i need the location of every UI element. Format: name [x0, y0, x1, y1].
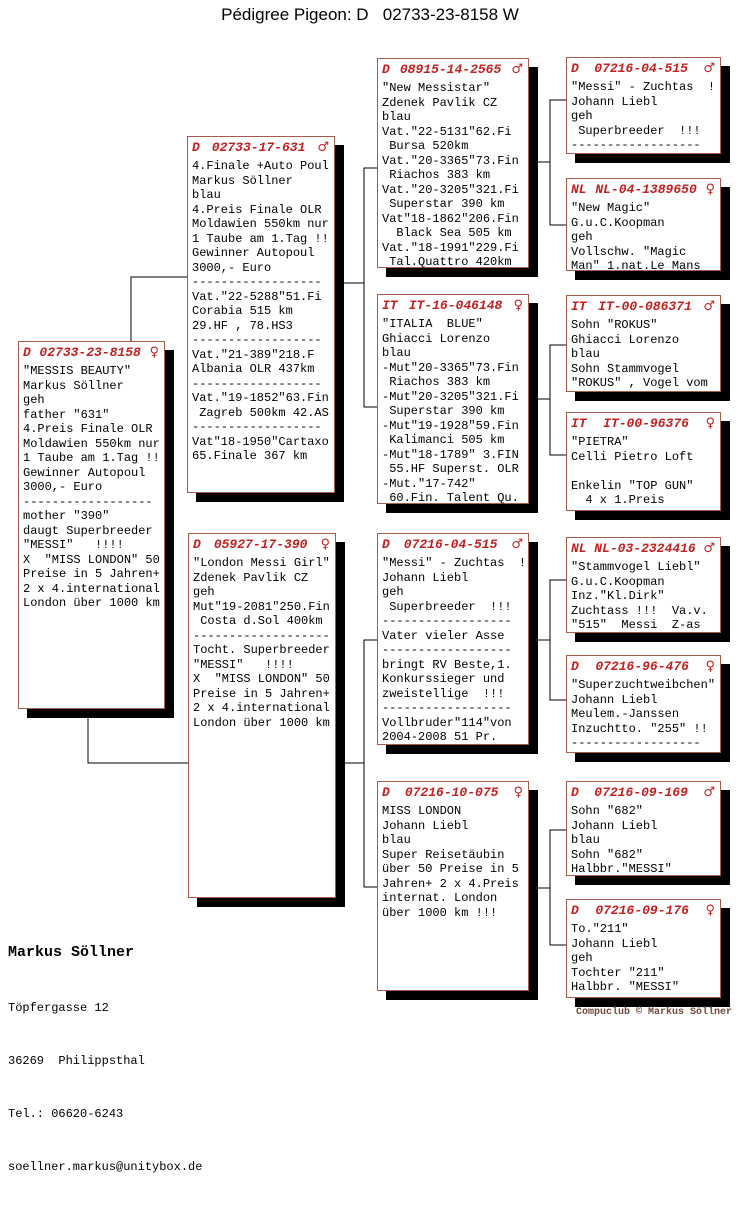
- text-line: Johann Liebl: [571, 692, 658, 707]
- text-line: Vat."18-1991"229.Fi: [382, 240, 519, 255]
- text-line: Superstar 390 km: [382, 197, 505, 211]
- text-line: 1 Taube am 1.Tag !!: [23, 451, 160, 465]
- text-line: ------------------: [192, 275, 322, 289]
- text-line: 3000,- Euro: [192, 260, 272, 275]
- country-code: D: [382, 785, 390, 800]
- text-line: G.u.C.Koopman: [571, 574, 665, 589]
- connector-line: [550, 345, 566, 455]
- text-line: ------------------: [192, 376, 322, 391]
- text-line: Vat."21-389"218.F: [192, 347, 315, 362]
- country-code: IT: [382, 298, 398, 313]
- text-line: blau: [192, 188, 221, 202]
- box-text: [567, 556, 720, 633]
- text-line: Bursa 520km: [382, 139, 469, 153]
- text-line: father "631": [23, 407, 110, 422]
- text-line: Zagreb 500km 42.AS: [192, 405, 329, 420]
- text-line: Meulem.-Janssen: [571, 707, 680, 721]
- text-line: -Mut"19-1928"59.Fin: [382, 418, 519, 433]
- owner-info: [8, 906, 202, 1212]
- owner-name: Markus Söllner: [8, 944, 135, 961]
- text-line: Johann Liebl: [571, 818, 658, 833]
- text-line: ------------------: [23, 494, 153, 509]
- ring-number: 02733-17-631: [211, 140, 306, 155]
- connector-line: [88, 709, 188, 763]
- text-line: blau: [382, 110, 411, 124]
- text-line: Halbbr. "MESSI": [571, 980, 680, 994]
- sex-icon: ♂: [703, 61, 715, 76]
- connector-line: [131, 277, 187, 341]
- box-paternal-grandfather: [377, 58, 529, 268]
- text-line: Vat."22-5288"51.Fi: [192, 289, 322, 304]
- text-line: ------------------: [382, 614, 512, 628]
- text-line: ------------------: [192, 333, 322, 347]
- text-line: 60.Fin. Talent Qu.: [382, 491, 519, 505]
- ring-number: NL-04-1389650: [595, 182, 697, 197]
- country-code: NL: [571, 541, 587, 556]
- text-line: London über 1000 km: [23, 596, 160, 610]
- ring-header: [188, 137, 334, 155]
- ring-number: 07216-10-075: [404, 785, 499, 800]
- country-code: D: [382, 62, 390, 77]
- text-line: "Messi" - Zuchtas !: [571, 80, 716, 94]
- text-line: Halbbr."MESSI": [571, 862, 672, 876]
- ring-header: [567, 900, 720, 918]
- box-great-grandparent-7: [566, 781, 721, 876]
- text-line: X "MISS LONDON" 50: [193, 672, 330, 686]
- box-text: [567, 674, 720, 751]
- ring-header: [378, 59, 528, 77]
- box-maternal-grandfather: [377, 533, 529, 745]
- ring-number: IT-00-086371: [598, 299, 692, 314]
- text-line: "MESSI" !!!!: [193, 657, 294, 672]
- text-line: geh: [193, 585, 215, 599]
- country-code: D: [382, 537, 390, 552]
- ring-header: [567, 413, 720, 431]
- text-line: 4 x 1.Preis: [571, 493, 665, 507]
- ring-number: 07216-09-176: [595, 903, 689, 918]
- owner-address-city: 36269 Philippsthal: [8, 1054, 145, 1068]
- text-line: Tal.Quattro 420km: [382, 255, 512, 269]
- sex-icon: ♀: [320, 537, 330, 552]
- box-text: [378, 313, 528, 506]
- box-text: [567, 76, 720, 153]
- text-line: Moldawien 550km nur: [23, 436, 160, 451]
- connector-line: [364, 640, 377, 887]
- text-line: Zdenek Pavlik CZ: [193, 570, 309, 585]
- text-line: "ITALIA BLUE": [382, 317, 483, 331]
- box-paternal-grandmother: [377, 294, 529, 504]
- text-line: Vat."22-5131"62.Fi: [382, 124, 512, 139]
- text-line: Man" 1.nat.Le Mans: [571, 259, 701, 273]
- sex-icon: ♂: [703, 785, 715, 800]
- text-line: 65.Finale 367 km: [192, 449, 308, 463]
- text-line: Zuchtass !!! Va.v.: [571, 603, 708, 618]
- text-line: Zdenek Pavlik CZ: [382, 95, 498, 110]
- text-line: Sohn "ROKUS": [571, 318, 658, 332]
- text-line: zweistellige !!!: [382, 686, 505, 701]
- text-line: Tocht. Superbreeder: [193, 643, 330, 657]
- text-line: geh: [23, 393, 45, 407]
- text-line: Riachos 383 km: [382, 375, 491, 389]
- box-text: [567, 918, 720, 995]
- owner-email: soellner.markus@unitybox.de: [8, 1160, 203, 1174]
- text-line: ------------------: [382, 643, 512, 657]
- text-line: 2 x 4.international: [193, 701, 330, 715]
- text-line: Superstar 390 km: [382, 404, 505, 418]
- ring-number: IT-16-046148: [408, 298, 503, 313]
- owner-phone: Tel.: 06620-6243: [8, 1107, 124, 1121]
- box-great-grandparent-2: [566, 178, 721, 271]
- text-line: Costa d.Sol 400km: [193, 614, 323, 628]
- sex-icon: ♀: [705, 416, 715, 431]
- sex-icon: ♀: [513, 785, 523, 800]
- text-line: Vollbruder"114"von: [382, 715, 512, 730]
- ring-header: [189, 534, 335, 552]
- box-mother: [188, 533, 336, 898]
- text-line: X "MISS LONDON" 50: [23, 552, 160, 567]
- text-line: Konkurssieger und: [382, 672, 505, 686]
- text-line: "MESSI" !!!!: [23, 538, 124, 552]
- ring-header: [567, 538, 720, 556]
- text-line: 4.Finale +Auto Poul: [192, 159, 329, 173]
- text-line: Markus Söllner: [23, 378, 124, 393]
- text-line: Inz."Kl.Dirk": [571, 589, 665, 603]
- text-line: -Mut"18-1789" 3.FIN: [382, 447, 519, 462]
- box-great-grandparent-8: [566, 899, 721, 998]
- country-code: D: [571, 903, 579, 918]
- box-great-grandparent-3: [566, 295, 721, 392]
- text-line: -Mut."17-742": [382, 476, 476, 491]
- text-line: 2004-2008 51 Pr.: [382, 730, 498, 744]
- sex-icon: ♂: [317, 140, 329, 155]
- text-line: geh: [571, 951, 593, 965]
- box-text: [567, 800, 720, 877]
- text-line: Johann Liebl: [382, 570, 469, 585]
- country-code: D: [193, 537, 201, 552]
- text-line: Preise in 5 Jahren+: [23, 567, 160, 581]
- text-line: blau: [382, 833, 411, 847]
- text-line: Gewinner Autopoul: [23, 465, 146, 480]
- text-line: blau: [571, 833, 600, 847]
- ring-number: 07216-04-515: [594, 61, 688, 76]
- ring-header: [378, 534, 528, 552]
- sex-icon: ♀: [705, 903, 715, 918]
- page-title: Pédigree Pigeon: D 02733-23-8158 W: [221, 5, 519, 24]
- box-text: [567, 197, 720, 274]
- text-line: "New Magic": [571, 201, 651, 215]
- sex-icon: ♀: [705, 659, 715, 674]
- text-line: Riachos 383 km: [382, 168, 491, 182]
- text-line: Superbreeder !!!: [571, 123, 701, 138]
- text-line: [571, 464, 718, 479]
- text-line: To."211": [571, 922, 629, 936]
- connector-line: [550, 580, 566, 700]
- box-great-grandparent-5: [566, 537, 721, 633]
- text-line: 4.Preis Finale OLR: [192, 202, 322, 217]
- software-credit: Compuclub © Markus Söllner: [575, 1007, 732, 1018]
- text-line: Mut"19-2081"250.Fin: [193, 599, 330, 614]
- text-line: "MESSIS BEAUTY": [23, 364, 132, 378]
- box-great-grandparent-6: [566, 655, 721, 753]
- text-line: geh: [382, 585, 404, 599]
- ring-number: 05927-17-390: [213, 537, 308, 552]
- box-great-grandparent-4: [566, 412, 721, 511]
- text-line: "Superzuchtweibchen": [571, 678, 716, 692]
- text-line: "Stammvogel Liebl": [571, 560, 701, 574]
- text-line: London über 1000 km: [193, 715, 330, 730]
- connector-line: [364, 168, 377, 407]
- text-line: ------------------: [382, 701, 512, 715]
- ring-number: 07216-09-169: [594, 785, 688, 800]
- sex-icon: ♂: [703, 541, 715, 556]
- country-code: IT: [571, 299, 587, 314]
- text-line: "New Messistar": [382, 81, 491, 95]
- sex-icon: ♀: [149, 345, 159, 360]
- country-code: D: [571, 659, 579, 674]
- text-line: blau: [382, 346, 411, 360]
- sex-icon: ♀: [705, 182, 715, 197]
- owner-address-street: Töpfergasse 12: [8, 1001, 109, 1015]
- text-line: 29.HF , 78.HS3: [192, 318, 293, 333]
- country-code: NL: [571, 182, 587, 197]
- ring-header: [567, 782, 720, 800]
- text-line: über 50 Preise in 5: [382, 862, 519, 876]
- text-line: Ghiacci Lorenzo: [382, 331, 491, 346]
- text-line: Vat."19-1852"63.Fin: [192, 391, 329, 405]
- connector-line: [550, 100, 566, 225]
- text-line: Vat."20-3365"73.Fin: [382, 153, 519, 168]
- text-line: MISS LONDON: [382, 804, 462, 818]
- text-line: internat. London: [382, 891, 498, 905]
- ring-number: NL-03-2324416: [594, 541, 696, 556]
- country-code: D: [23, 345, 31, 360]
- text-line: Moldawien 550km nur: [192, 217, 329, 231]
- text-line: Black Sea 505 km: [382, 226, 512, 240]
- text-line: daugt Superbreeder: [23, 523, 153, 538]
- text-line: Inzuchtto. "255" !!: [571, 721, 708, 736]
- text-line: Albania OLR 437km: [192, 362, 315, 376]
- text-line: -Mut"20-3205"321.Fi: [382, 389, 519, 404]
- sex-icon: ♂: [703, 299, 715, 314]
- ring-header: [567, 656, 720, 674]
- text-line: 55.HF Superst. OLR: [382, 462, 519, 476]
- country-code: D: [571, 785, 579, 800]
- country-code: D: [192, 140, 200, 155]
- text-line: Vat"18-1862"206.Fin: [382, 211, 519, 226]
- text-line: mother "390": [23, 509, 110, 523]
- text-line: Corabia 515 km: [192, 304, 293, 318]
- text-line: geh: [571, 230, 593, 244]
- box-text: [188, 155, 334, 464]
- text-line: "ROKUS" , Vogel vom: [571, 376, 708, 390]
- sex-icon: ♂: [511, 537, 523, 552]
- sex-icon: ♀: [513, 298, 523, 313]
- text-line: Enkelin "TOP GUN": [571, 478, 694, 493]
- box-great-grandparent-1: [566, 57, 721, 154]
- text-line: blau: [571, 347, 600, 361]
- ring-number: 02733-23-8158: [39, 345, 141, 360]
- ring-number: 08915-14-2565: [399, 62, 502, 77]
- text-line: "PIETRA": [571, 435, 629, 449]
- text-line: 3000,- Euro: [23, 480, 103, 494]
- text-line: Vater vieler Asse: [382, 628, 505, 643]
- text-line: Johann Liebl: [571, 936, 658, 951]
- text-line: Johann Liebl: [382, 818, 469, 833]
- text-line: Superbreeder !!!: [382, 599, 512, 614]
- box-maternal-grandmother: [377, 781, 529, 991]
- text-line: ------------------: [571, 138, 701, 152]
- box-subject: [18, 341, 165, 709]
- country-code: IT: [571, 416, 587, 431]
- text-line: Vat"18-1950"Cartaxo: [192, 434, 329, 449]
- box-text: [378, 77, 528, 270]
- ring-number: 07216-96-476: [595, 659, 689, 674]
- country-code: D: [571, 61, 579, 76]
- text-line: Tochter "211": [571, 965, 665, 980]
- text-line: "London Messi Girl": [193, 556, 330, 570]
- text-line: Preise in 5 Jahren+: [193, 686, 330, 701]
- box-text: [567, 431, 720, 508]
- text-line: -------------------: [193, 628, 330, 643]
- text-line: "Messi" - Zuchtas !: [382, 556, 527, 570]
- text-line: Johann Liebl: [571, 94, 658, 109]
- text-line: Sohn Stammvogel: [571, 361, 680, 376]
- ring-header: [378, 295, 528, 313]
- connector-line: [550, 830, 566, 945]
- ring-header: [567, 179, 720, 197]
- text-line: Markus Söllner: [192, 173, 293, 188]
- text-line: 4.Preis Finale OLR: [23, 422, 153, 436]
- text-line: -Mut"20-3365"73.Fin: [382, 360, 519, 375]
- box-father: [187, 136, 335, 493]
- sex-icon: ♂: [511, 62, 523, 77]
- text-line: Kalimanci 505 km: [382, 433, 505, 447]
- ring-header: [378, 782, 528, 800]
- ring-header: [567, 296, 720, 314]
- text-line: ------------------: [571, 736, 701, 750]
- ring-number: IT-00-96376: [603, 416, 689, 431]
- ring-header: [19, 342, 164, 360]
- text-line: Ghiacci Lorenzo: [571, 332, 680, 347]
- text-line: Gewinner Autopoul: [192, 246, 315, 260]
- text-line: bringt RV Beste,1.: [382, 657, 512, 672]
- box-text: [378, 800, 528, 920]
- text-line: Sohn "682": [571, 847, 644, 862]
- ring-number: 07216-04-515: [403, 537, 498, 552]
- box-text: [19, 360, 164, 611]
- text-line: G.u.C.Koopman: [571, 215, 665, 230]
- text-line: "515" Messi Z-as: [571, 618, 701, 632]
- box-text: [567, 314, 720, 391]
- box-text: [189, 552, 335, 730]
- text-line: ------------------: [192, 420, 322, 434]
- text-line: Super Reisetäubin: [382, 847, 505, 862]
- box-text: [378, 552, 528, 745]
- text-line: Vat."20-3205"321.Fi: [382, 182, 519, 197]
- text-line: Celli Pietro Loft: [571, 449, 694, 464]
- text-line: Vollschw. "Magic: [571, 244, 687, 259]
- text-line: 2 x 4.international: [23, 581, 160, 596]
- ring-header: [567, 58, 720, 76]
- text-line: Sohn "682": [571, 804, 644, 818]
- text-line: über 1000 km !!!: [382, 905, 498, 920]
- text-line: 1 Taube am 1.Tag !!: [192, 231, 329, 246]
- text-line: Jahren+ 2 x 4.Preis: [382, 876, 519, 891]
- text-line: geh: [571, 109, 593, 123]
